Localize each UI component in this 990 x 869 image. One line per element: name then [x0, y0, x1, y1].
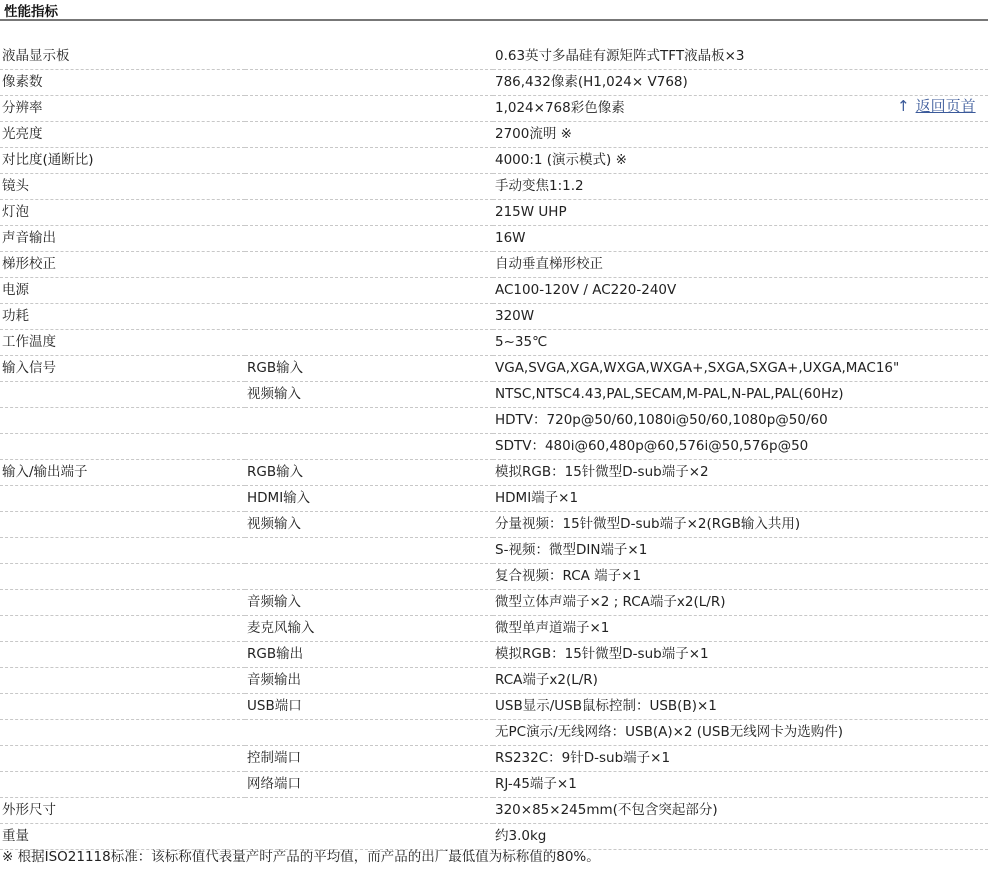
spec-subcategory: 视频输入: [245, 382, 493, 408]
spec-subcategory: [245, 434, 493, 460]
section-header: [0, 0, 988, 21]
spec-row: [0, 278, 988, 304]
spec-category: [0, 434, 245, 460]
spec-subcategory: [245, 200, 493, 226]
spec-subcategory: [245, 44, 493, 70]
spec-subcategory: [245, 70, 493, 96]
spec-value: RJ-45端子×1: [493, 772, 988, 798]
spec-category: [0, 720, 245, 746]
spec-subcategory: 网络端口: [245, 772, 493, 798]
spec-row: [0, 538, 988, 564]
spec-category: [0, 772, 245, 798]
spec-category: [0, 408, 245, 434]
spec-subcategory: [245, 564, 493, 590]
spec-value: 模拟RGB：15针微型D-sub端子×1: [493, 642, 988, 668]
spec-category: 液晶显示板: [0, 44, 245, 70]
spec-row: [0, 382, 988, 408]
spec-category: 分辨率: [0, 96, 245, 122]
spec-row: [0, 408, 988, 434]
spec-value: 自动垂直梯形校正: [493, 252, 988, 278]
spec-category: [0, 668, 245, 694]
spec-row: [0, 174, 988, 200]
spec-value: 0.63英寸多晶硅有源矩阵式TFT液晶板×3: [493, 44, 988, 70]
spec-subcategory: RGB输出: [245, 642, 493, 668]
spec-value: USB显示/USB鼠标控制：USB(B)×1: [493, 694, 988, 720]
spec-subcategory: 音频输入: [245, 590, 493, 616]
spec-subcategory: [245, 226, 493, 252]
spec-value: SDTV：480i@60,480p@60,576i@50,576p@50: [493, 434, 988, 460]
spec-row: [0, 486, 988, 512]
spec-value: 320×85×245mm(不包含突起部分): [493, 798, 988, 824]
spec-row: [0, 460, 988, 486]
spec-row: [0, 694, 988, 720]
spec-row: [0, 746, 988, 772]
spec-row: [0, 44, 988, 70]
spec-row: [0, 96, 988, 122]
spec-table: [0, 44, 988, 850]
spec-value: 5~35℃: [493, 330, 988, 356]
spec-value: 微型立体声端子×2 ; RCA端子x2(L/R): [493, 590, 988, 616]
spec-row: [0, 668, 988, 694]
spec-subcategory: 麦克风输入: [245, 616, 493, 642]
spec-value: 模拟RGB：15针微型D-sub端子×2: [493, 460, 988, 486]
spec-value: 约3.0kg: [493, 824, 988, 850]
spec-category: 对比度(通断比): [0, 148, 245, 174]
spec-subcategory: USB端口: [245, 694, 493, 720]
spec-row: [0, 70, 988, 96]
spec-value: 微型单声道端子×1: [493, 616, 988, 642]
spec-value: 分量视频：15针微型D-sub端子×2(RGB输入共用): [493, 512, 988, 538]
spec-subcategory: [245, 798, 493, 824]
spec-value: 4000:1 (演示模式) ※: [493, 148, 988, 174]
spec-category: 输入/输出端子: [0, 460, 245, 486]
spec-row: [0, 434, 988, 460]
spec-value: 16W: [493, 226, 988, 252]
spec-value: 320W: [493, 304, 988, 330]
spec-subcategory: [245, 174, 493, 200]
spec-category: 输入信号: [0, 356, 245, 382]
spec-subcategory: [245, 96, 493, 122]
spec-value: 2700流明 ※: [493, 122, 988, 148]
spec-category: 重量: [0, 824, 245, 850]
spec-subcategory: [245, 148, 493, 174]
spec-category: [0, 564, 245, 590]
spec-row: [0, 252, 988, 278]
spec-category: [0, 486, 245, 512]
spec-value: 复合视频：RCA 端子×1: [493, 564, 988, 590]
spec-category: 声音输出: [0, 226, 245, 252]
spec-category: [0, 538, 245, 564]
spec-category: 光亮度: [0, 122, 245, 148]
spec-subcategory: [245, 330, 493, 356]
spec-subcategory: [245, 252, 493, 278]
spec-subcategory: [245, 538, 493, 564]
spec-row: [0, 512, 988, 538]
spec-row: [0, 122, 988, 148]
spec-subcategory: [245, 278, 493, 304]
section-title: 性能指标: [4, 4, 58, 20]
spec-category: 镜头: [0, 174, 245, 200]
spec-subcategory: [245, 720, 493, 746]
spec-value: 手动变焦1:1.2: [493, 174, 988, 200]
spec-category: 像素数: [0, 70, 245, 96]
spec-row: [0, 720, 988, 746]
spec-row: [0, 226, 988, 252]
spec-category: [0, 746, 245, 772]
spec-value: HDMI端子×1: [493, 486, 988, 512]
spec-category: 梯形校正: [0, 252, 245, 278]
spec-row: [0, 798, 988, 824]
spec-value: 215W UHP: [493, 200, 988, 226]
spec-category: 外形尺寸: [0, 798, 245, 824]
up-arrow-icon: ↑: [897, 97, 910, 115]
spec-value: RCA端子x2(L/R): [493, 668, 988, 694]
spec-category: 电源: [0, 278, 245, 304]
spec-row: [0, 590, 988, 616]
spec-value: VGA,SVGA,XGA,WXGA,WXGA+,SXGA,SXGA+,UXGA,MAC16": [493, 356, 988, 382]
spec-category: 工作温度: [0, 330, 245, 356]
spec-category: [0, 590, 245, 616]
spec-value: RS232C：9针D-sub端子×1: [493, 746, 988, 772]
spec-row: [0, 642, 988, 668]
spec-subcategory: 控制端口: [245, 746, 493, 772]
spec-value: S-视频：微型DIN端子×1: [493, 538, 988, 564]
spec-row: [0, 356, 988, 382]
spec-row: [0, 200, 988, 226]
spec-value: HDTV：720p@50/60,1080i@50/60,1080p@50/60: [493, 408, 988, 434]
spec-value: NTSC,NTSC4.43,PAL,SECAM,M-PAL,N-PAL,PAL(60Hz): [493, 382, 988, 408]
spec-subcategory: 视频输入: [245, 512, 493, 538]
spec-row: [0, 148, 988, 174]
spec-subcategory: RGB输入: [245, 356, 493, 382]
spec-category: 灯泡: [0, 200, 245, 226]
back-to-top-label: 返回页首: [915, 97, 976, 115]
spec-row: [0, 564, 988, 590]
spec-row: [0, 330, 988, 356]
spec-category: [0, 642, 245, 668]
spec-row: [0, 616, 988, 642]
spec-subcategory: RGB输入: [245, 460, 493, 486]
spec-subcategory: [245, 122, 493, 148]
spec-row: [0, 772, 988, 798]
spec-value: 无PC演示/无线网络：USB(A)×2 (USB无线网卡为选购件): [493, 720, 988, 746]
spec-category: 功耗: [0, 304, 245, 330]
spec-subcategory: HDMI输入: [245, 486, 493, 512]
spec-value: 786,432像素(H1,024× V768): [493, 70, 988, 96]
spec-subcategory: 音频输出: [245, 668, 493, 694]
spec-category: [0, 512, 245, 538]
spec-value: 1,024×768彩色像素: [493, 96, 988, 122]
spec-row: [0, 304, 988, 330]
spec-category: [0, 694, 245, 720]
footnote: ※ 根据ISO21118标准：该标称值代表量产时产品的平均值，而产品的出厂最低值为标称值的80%。: [2, 849, 600, 865]
spec-subcategory: [245, 304, 493, 330]
spec-value: AC100-120V / AC220-240V: [493, 278, 988, 304]
spec-category: [0, 382, 245, 408]
spec-subcategory: [245, 408, 493, 434]
spec-category: [0, 616, 245, 642]
